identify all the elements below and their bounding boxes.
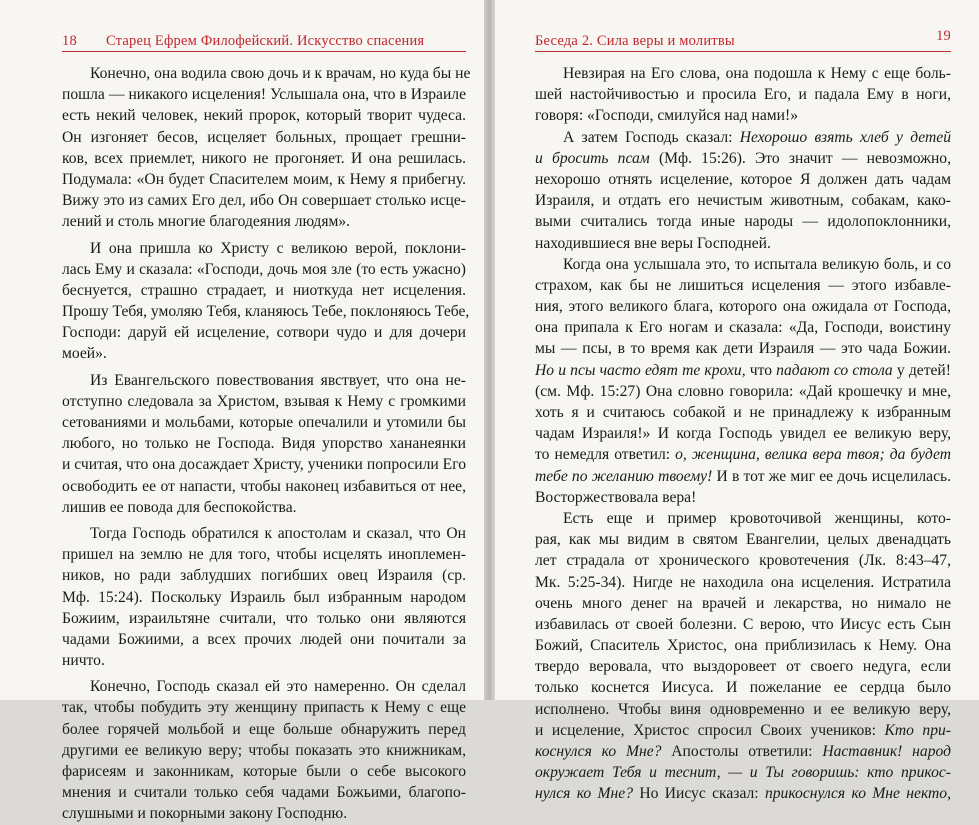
italic-quote: падают со стола — [776, 361, 893, 379]
text-line: Израиля, и отдать его нечистым животным, собакам, како- — [535, 192, 951, 210]
text-line: и исцеление, Христос спросил Своих учеников: Кто при- — [535, 721, 951, 739]
text-line: Когда она услышала это, то испытала великую боль, и со — [563, 255, 951, 273]
text-line: сетованиями и мольбами, которые опечалили и утомили бы — [62, 414, 466, 431]
text-line: моей». — [62, 345, 107, 363]
text-line: другими ее великую веру; чтобы показать это книжникам, — [62, 741, 466, 759]
left-page — [0, 0, 484, 823]
paragraph — [62, 63, 471, 233]
text-line: так, чтобы побудить эту женщину припасть к Нему с еще — [62, 699, 466, 717]
italic-quote: коснулся ко Мне? — [535, 743, 662, 760]
text-line: твердо веровала, что выздоровеет от своего недуга, если — [535, 658, 951, 676]
text-line: Восторжествовала вера! — [535, 488, 697, 506]
left-page-number: 18 — [62, 33, 77, 49]
right-page — [495, 0, 979, 803]
text-line: и считая, что она досаждает Христу, ученики попросили Его — [62, 456, 466, 474]
text-line: ния, этого великого блага, которого она ожидала от Господа, — [535, 298, 951, 316]
text-line: страхом, как бы не лишиться исцеления — этого избавле- — [535, 276, 951, 294]
text-line: есть некий человек, некий пророк, который творит чудеса. — [62, 107, 466, 125]
text-line: освободить ее от напасти, чтобы наконец избавиться от нее, — [62, 477, 466, 495]
italic-quote: Наставник! народ — [822, 743, 951, 760]
paragraph — [62, 370, 466, 518]
text-line: Тогда Господь обратился к апостолам и сказал, что Он — [90, 524, 466, 542]
left-running-header — [62, 0, 466, 52]
text-line: более горячей мольбой и еще больше обнаружить перед — [62, 720, 466, 738]
text-line: очень много денег на врачей и лекарства, но нимало не — [535, 594, 951, 612]
text-line: находившиеся вне веры Господней. — [535, 234, 771, 252]
text-line: беснуется, страшно страдает, и ниоткуда нет исцеления. — [62, 281, 466, 299]
text-line: чадам Израиля!» И когда Господь увидел ее великую веру, — [535, 425, 951, 443]
text-line: лет страдала от хронического кровотечения (Лк. 8:43–47, — [535, 552, 951, 570]
italic-quote: Нехорошо взять хлеб у детей — [739, 128, 951, 146]
text-line: Конечно, она водила свою дочь и к врачам, но куда бы не — [90, 65, 471, 82]
italic-quote: нулся ко Мне? — [535, 785, 634, 803]
text-line: лений и столь многие благодеяния людям». — [62, 213, 351, 231]
text-line — [535, 762, 951, 783]
text-line: Есть еще и пример кровоточивой женщины, кото- — [563, 509, 951, 527]
book-gutter — [484, 0, 495, 700]
text-line: Подумала: «Он будет Спасителем моим, к Нему я прибегну. — [62, 170, 466, 188]
paragraph — [62, 523, 466, 671]
text-line: любого, но только не Господа. Видя упорство хананеянки — [62, 435, 466, 453]
italic-quote: Кто при- — [884, 721, 951, 739]
text-line: пришел на землю не для того, чтобы исцелять иноплемен- — [62, 546, 466, 564]
text-line: хоть я и считаюсь собакой и не принадлежу к избранным — [535, 404, 951, 421]
text-line: тебе по желанию твоему! И в тот же миг ее дочь исцелилась. — [535, 467, 952, 485]
italic-quote: прикоснулся ко Мне некто, — [764, 785, 951, 803]
text-line: шей настойчивостью и просила Его, и падала Ему в ноги, — [535, 86, 951, 104]
right-page-body — [535, 63, 951, 805]
left-running-head: Старец Ефрем Филофейский. Искусство спасения — [106, 33, 425, 49]
right-running-head: Беседа 2. Сила веры и молитвы — [535, 33, 735, 49]
text-line: Из Евангельского повествования явствует, что она не- — [90, 371, 466, 389]
text-line: Мк. 5:25-34). Нигде не находила она исцеления. Истратила — [535, 573, 951, 591]
text-line: А затем Господь сказал: Нехорошо взять хлеб у детей — [563, 128, 951, 146]
text-line: фарисеям и законникам, которые были о себе высокого — [62, 763, 466, 780]
italic-quote: и бросить псам — [535, 149, 650, 167]
text-line: выми считались тогда иные народы — идолопоклонники, — [535, 213, 951, 231]
text-line: Мф. 15:24). Поскольку Израиль был избранным народом — [62, 588, 466, 606]
text-line: мнения и считали только себя чадами Божьими, благопо- — [62, 784, 466, 802]
text-line: рая, как мы видим в святом Евангелии, целых двенадцать — [535, 531, 951, 549]
text-line: Вижу это из самих Его дел, ибо Он совершает столько исце- — [62, 192, 466, 210]
text-line: то немедля ответил: о, женщина, велика вера твоя; да будет — [535, 446, 951, 464]
text-line: слушными и покорными закону Господню. — [62, 805, 348, 823]
text-line: Господи: даруй ей исцеление, сотвори чудо и для дочери — [62, 324, 466, 342]
text-line: Невзирая на Его слова, она подошла к Нему с еще боль- — [563, 65, 951, 82]
text-line: Божий, Спаситель Христос, она приблизилась к Нему. Она — [535, 637, 951, 655]
text-line: чадами Божиими, а всех прочих людей они почитали за — [62, 630, 466, 648]
text-line: нехорошо отнять исцеление, которое Я должен дать чадам — [535, 170, 951, 188]
text-line: Но и псы часто едят те крохи, что падают со стола у детей! — [535, 361, 951, 379]
text-line: пошла — никакого исцеления! Услышала она, что в Израиле — [62, 86, 466, 104]
text-line: исполнено. Чтобы виня одновременно и ее великую веру, — [535, 700, 951, 718]
text-line: отступно следовала за Христом, взывая к Нему с громкими — [62, 392, 466, 410]
right-page-number: 19 — [936, 28, 951, 44]
text-line: Он изгоняет бесов, исцеляет больных, прощает грешни- — [62, 128, 466, 146]
italic-quote: окружает Тебя и теснит, — и Ты говоришь: кто прикос- — [535, 764, 951, 782]
italic-quote: о, женщина, велика вера твоя; да будет — [675, 446, 951, 464]
text-line: И она пришла ко Христу с великою верой, поклони- — [90, 239, 466, 257]
text-line: лась Ему и сказала: «Господи, дочь моя зле (то есть ужасно) — [62, 260, 466, 278]
text-line: Прошу Тебя, умоляю Тебя, кланяюсь Тебе, поклоняюсь Тебе, — [62, 303, 470, 321]
text-line: Конечно, Господь сказал ей это намеренно. Он сделал — [90, 678, 466, 696]
left-page-body — [62, 63, 471, 825]
text-line: говоря: «Господи, смилуйся над нами!» — [535, 107, 798, 125]
text-line: коснулся ко Мне? Апостолы ответили: Наставник! народ — [535, 743, 951, 760]
text-line: она припала к Его ногам и сказала: «Да, Господи, воистину — [535, 319, 951, 337]
text-line: (см. Мф. 15:27) Она словно говорила: «Дай крошечку и мне, — [535, 382, 951, 400]
paragraph — [62, 676, 466, 824]
text-line: нулся ко Мне? Но Иисус сказал: прикоснулся ко Мне некто, — [535, 785, 951, 803]
text-line: ников, но ради заблудших погибших овец Израиля (ср. — [62, 567, 466, 585]
text-line: ничто. — [62, 652, 105, 670]
italic-quote: Но и псы часто едят те крохи — [535, 361, 742, 379]
right-running-header — [535, 0, 951, 52]
paragraph — [62, 238, 470, 365]
text-line: только коснется Иисуса. И пожелание ее сердца было — [535, 679, 951, 697]
text-line: и бросить псам (Мф. 15:26). Это значит — невозможно, — [535, 149, 951, 167]
italic-quote: тебе по желанию твоему! — [535, 467, 713, 485]
text-line: избавилась от своей болезни. С верою, что Иисус есть Сын — [535, 615, 951, 633]
text-line: мы — псы, в то время как дети Израиля — это чада Божии. — [535, 340, 951, 358]
text-line: ков, всех приемлет, никого не прогоняет. И она решилась. — [62, 149, 466, 167]
text-line: лишив ее повода для беспокойства. — [62, 498, 297, 516]
text-line: Божиим, израильтяне считали, что только они являются — [62, 609, 466, 627]
